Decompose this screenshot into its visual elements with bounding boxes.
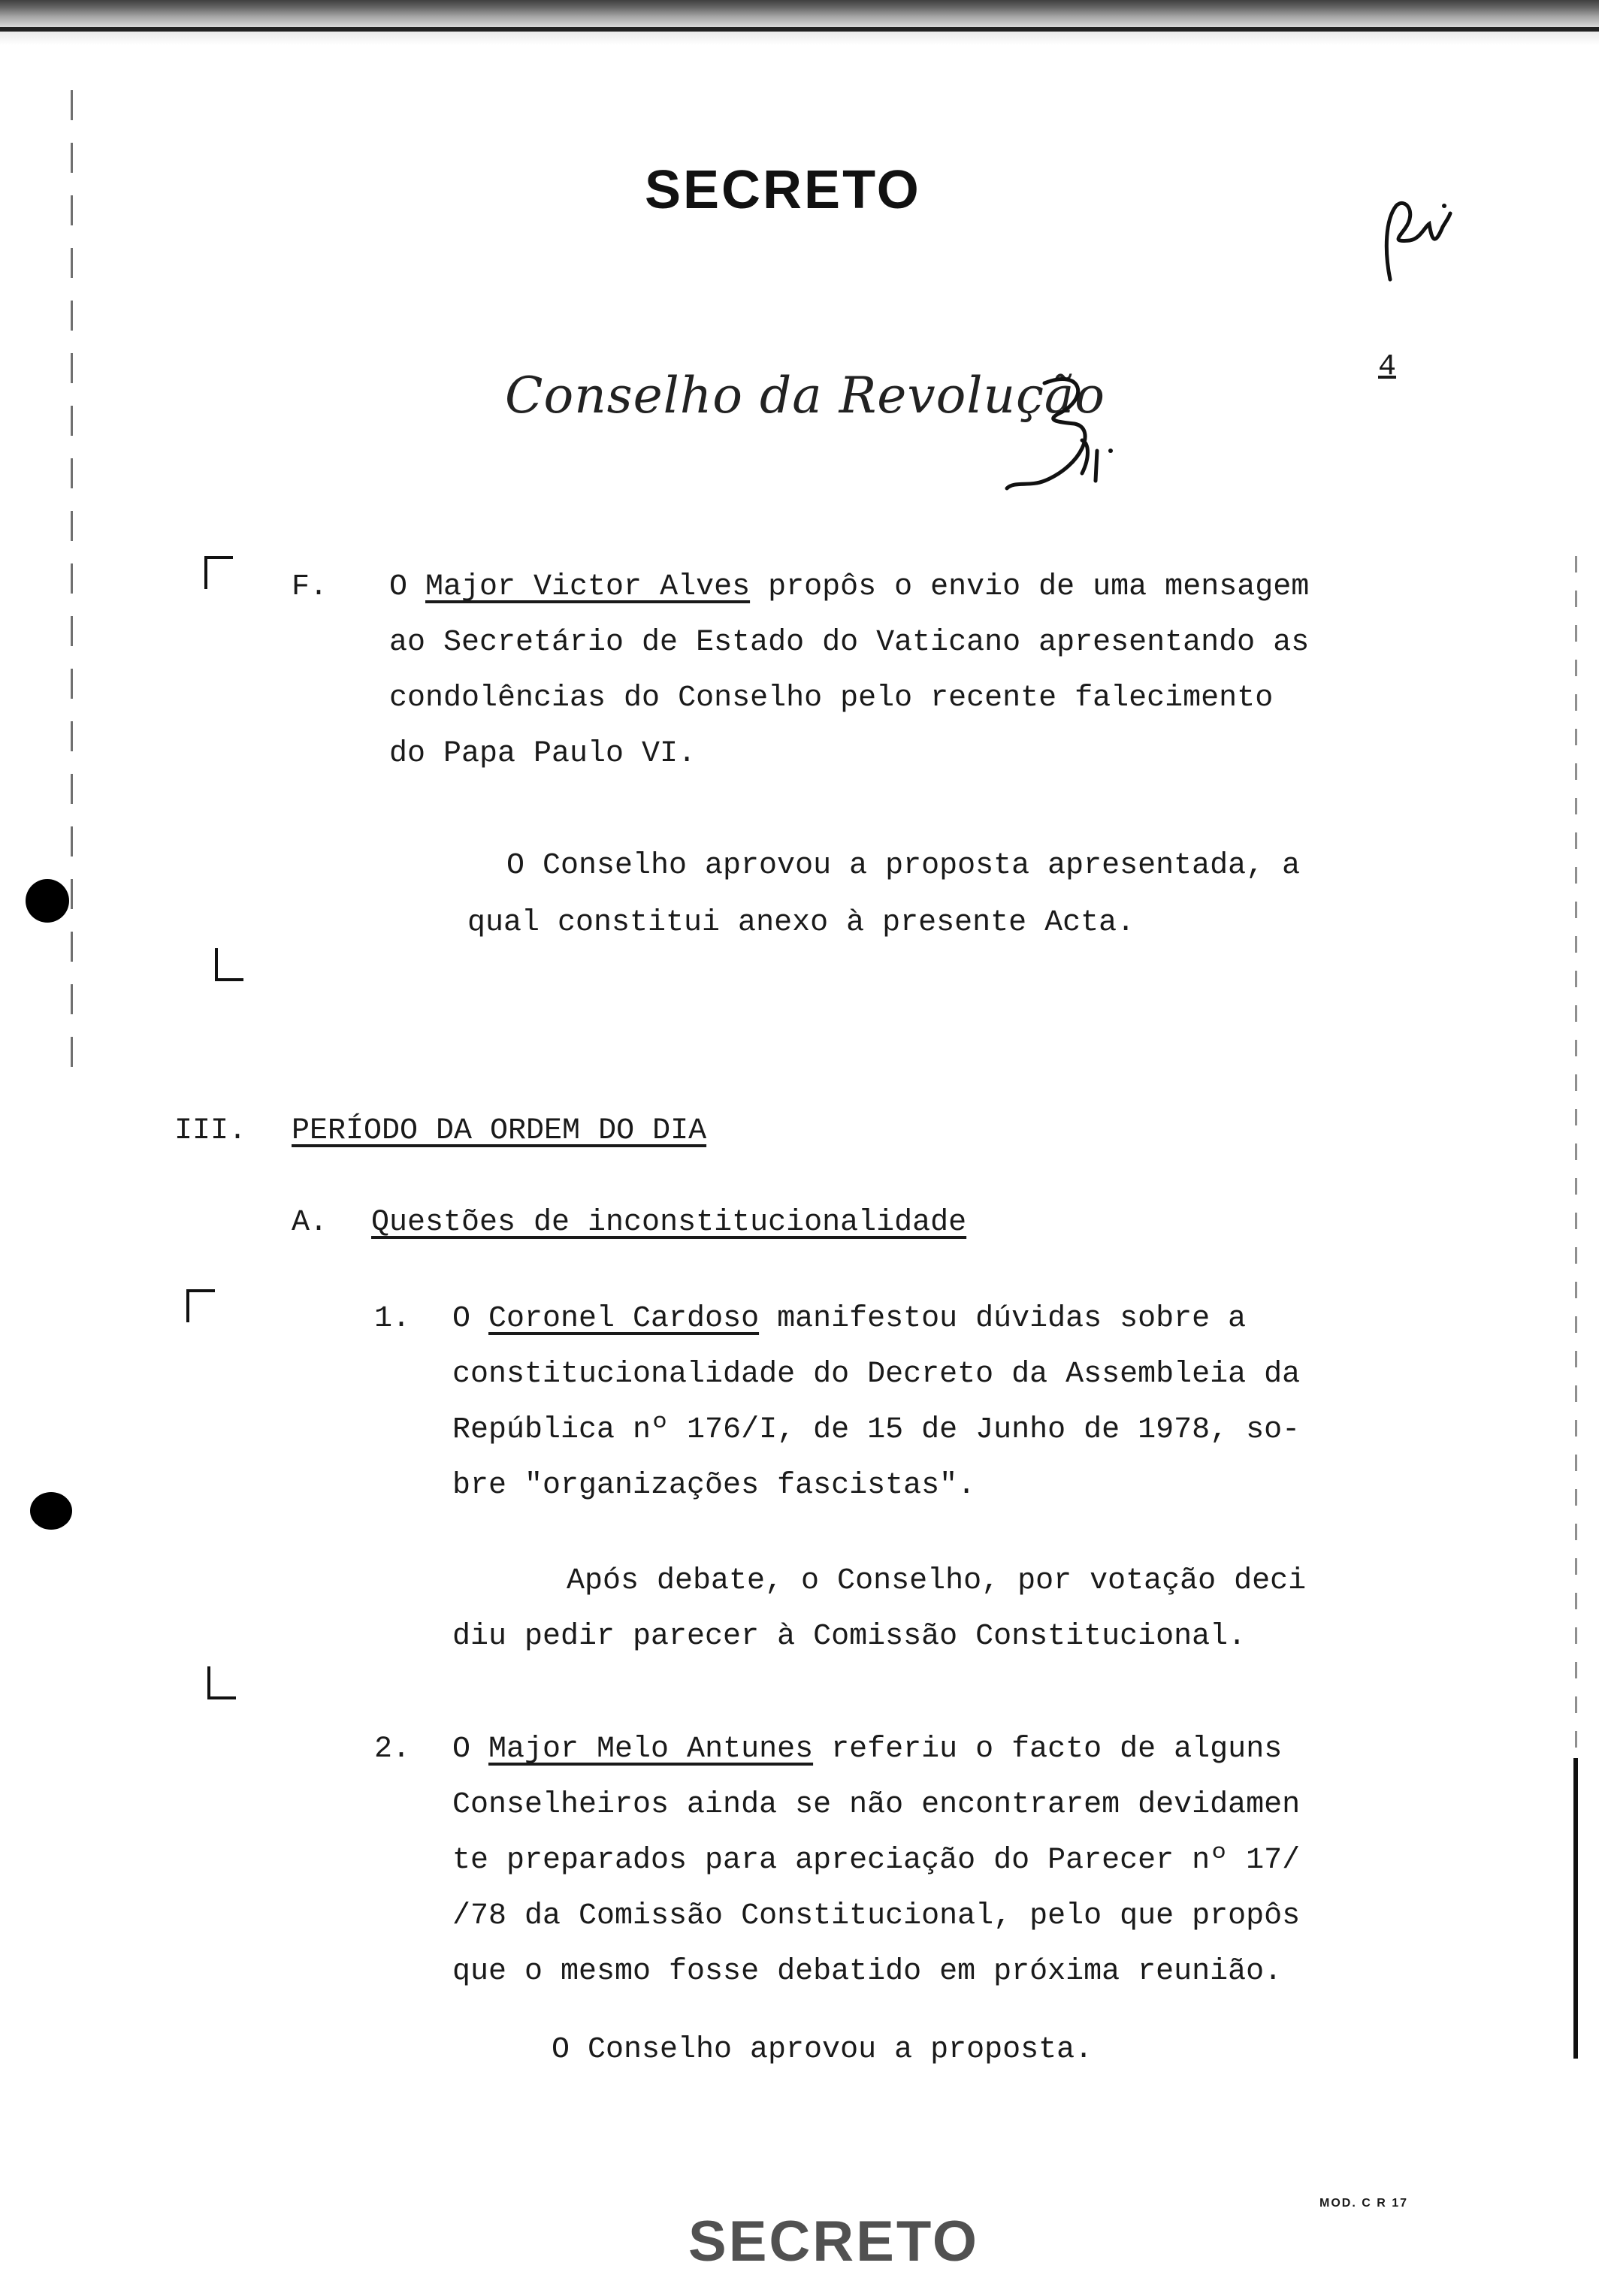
bracket-bottom-left bbox=[215, 948, 243, 981]
item2-line3: te preparados para apreciação do Parecer nº 17/ bbox=[452, 1844, 1301, 1878]
item2-decision: O Conselho aprovou a proposta. bbox=[552, 2033, 1093, 2067]
letterhead: Conselho da Revolução bbox=[505, 367, 1106, 424]
section-iii-numeral: III. bbox=[174, 1114, 247, 1148]
scan-edge-line bbox=[0, 27, 1599, 32]
subsection-a-marker: A. bbox=[292, 1206, 328, 1240]
text-run: manifestou dúvidas sobre a bbox=[759, 1302, 1247, 1336]
item2-line4: /78 da Comissão Constitucional, pelo que propôs bbox=[452, 1899, 1301, 1933]
text-run: propôs o envio de uma mensagem bbox=[750, 570, 1310, 604]
right-margin-marks bbox=[1575, 556, 1577, 1908]
item2-line2: Conselheiros ainda se não encontrarem devidamen bbox=[452, 1788, 1301, 1822]
item2-line5: que o mesmo fosse debatido em próxima reunião. bbox=[452, 1955, 1283, 1989]
text-run: O bbox=[389, 570, 426, 604]
section-f-decision-line2: qual constitui anexo à presente Acta. bbox=[467, 906, 1135, 940]
section-f-marker: F. bbox=[292, 570, 328, 604]
scan-edge-artifact bbox=[0, 0, 1599, 45]
person-name: Major Victor Alves bbox=[425, 570, 751, 604]
item1-line4: bre "organizações fascistas". bbox=[452, 1469, 976, 1503]
section-f-line1 bbox=[389, 560, 1309, 615]
person-name: Major Melo Antunes bbox=[488, 1733, 814, 1766]
text-run: O bbox=[452, 1302, 489, 1336]
section-f-line3: condolências do Conselho pelo recente falecimento bbox=[389, 681, 1274, 715]
handwritten-initials bbox=[1375, 197, 1458, 287]
person-name: Coronel Cardoso bbox=[488, 1302, 760, 1336]
item1-line1 bbox=[452, 1292, 1246, 1347]
section-f-line4: do Papa Paulo VI. bbox=[389, 737, 697, 771]
text-run: referiu o facto de alguns bbox=[813, 1733, 1283, 1766]
item1-line2: constitucionalidade do Decreto da Assembleia da bbox=[452, 1358, 1301, 1391]
section-f-line2: ao Secretário de Estado do Vaticano apresentando as bbox=[389, 626, 1310, 660]
bracket-bottom-left bbox=[207, 1666, 236, 1699]
handwritten-signature bbox=[969, 368, 1120, 496]
item2-line1 bbox=[452, 1722, 1282, 1778]
page-number: 4 bbox=[1378, 350, 1397, 384]
item1-decision-line1: Após debate, o Conselho, por votação deci bbox=[567, 1564, 1307, 1598]
section-f-decision-line1: O Conselho aprovou a proposta apresentada, a bbox=[506, 849, 1301, 883]
secret-stamp-top: SECRETO bbox=[645, 160, 921, 220]
bracket-top-left bbox=[204, 556, 233, 589]
item2-number: 2. bbox=[374, 1733, 411, 1766]
left-margin-marks bbox=[71, 90, 73, 1067]
punch-hole-bottom bbox=[30, 1492, 72, 1530]
text-run: O bbox=[452, 1733, 489, 1766]
right-edge-bar bbox=[1573, 1758, 1578, 2059]
form-code: MOD. C R 17 bbox=[1319, 2197, 1409, 2210]
secret-stamp-bottom: SECRETO bbox=[688, 2210, 980, 2273]
item1-line3: República nº 176/I, de 15 de Junho de 1978, so- bbox=[452, 1413, 1301, 1447]
subsection-a-heading: Questões de inconstitucionalidade bbox=[371, 1206, 967, 1240]
section-iii-heading: PERÍODO DA ORDEM DO DIA bbox=[292, 1114, 707, 1148]
item1-decision-line2: diu pedir parecer à Comissão Constitucional. bbox=[452, 1620, 1247, 1654]
bracket-top-left bbox=[186, 1289, 215, 1322]
punch-hole-top bbox=[26, 879, 69, 923]
item1-number: 1. bbox=[374, 1302, 411, 1336]
